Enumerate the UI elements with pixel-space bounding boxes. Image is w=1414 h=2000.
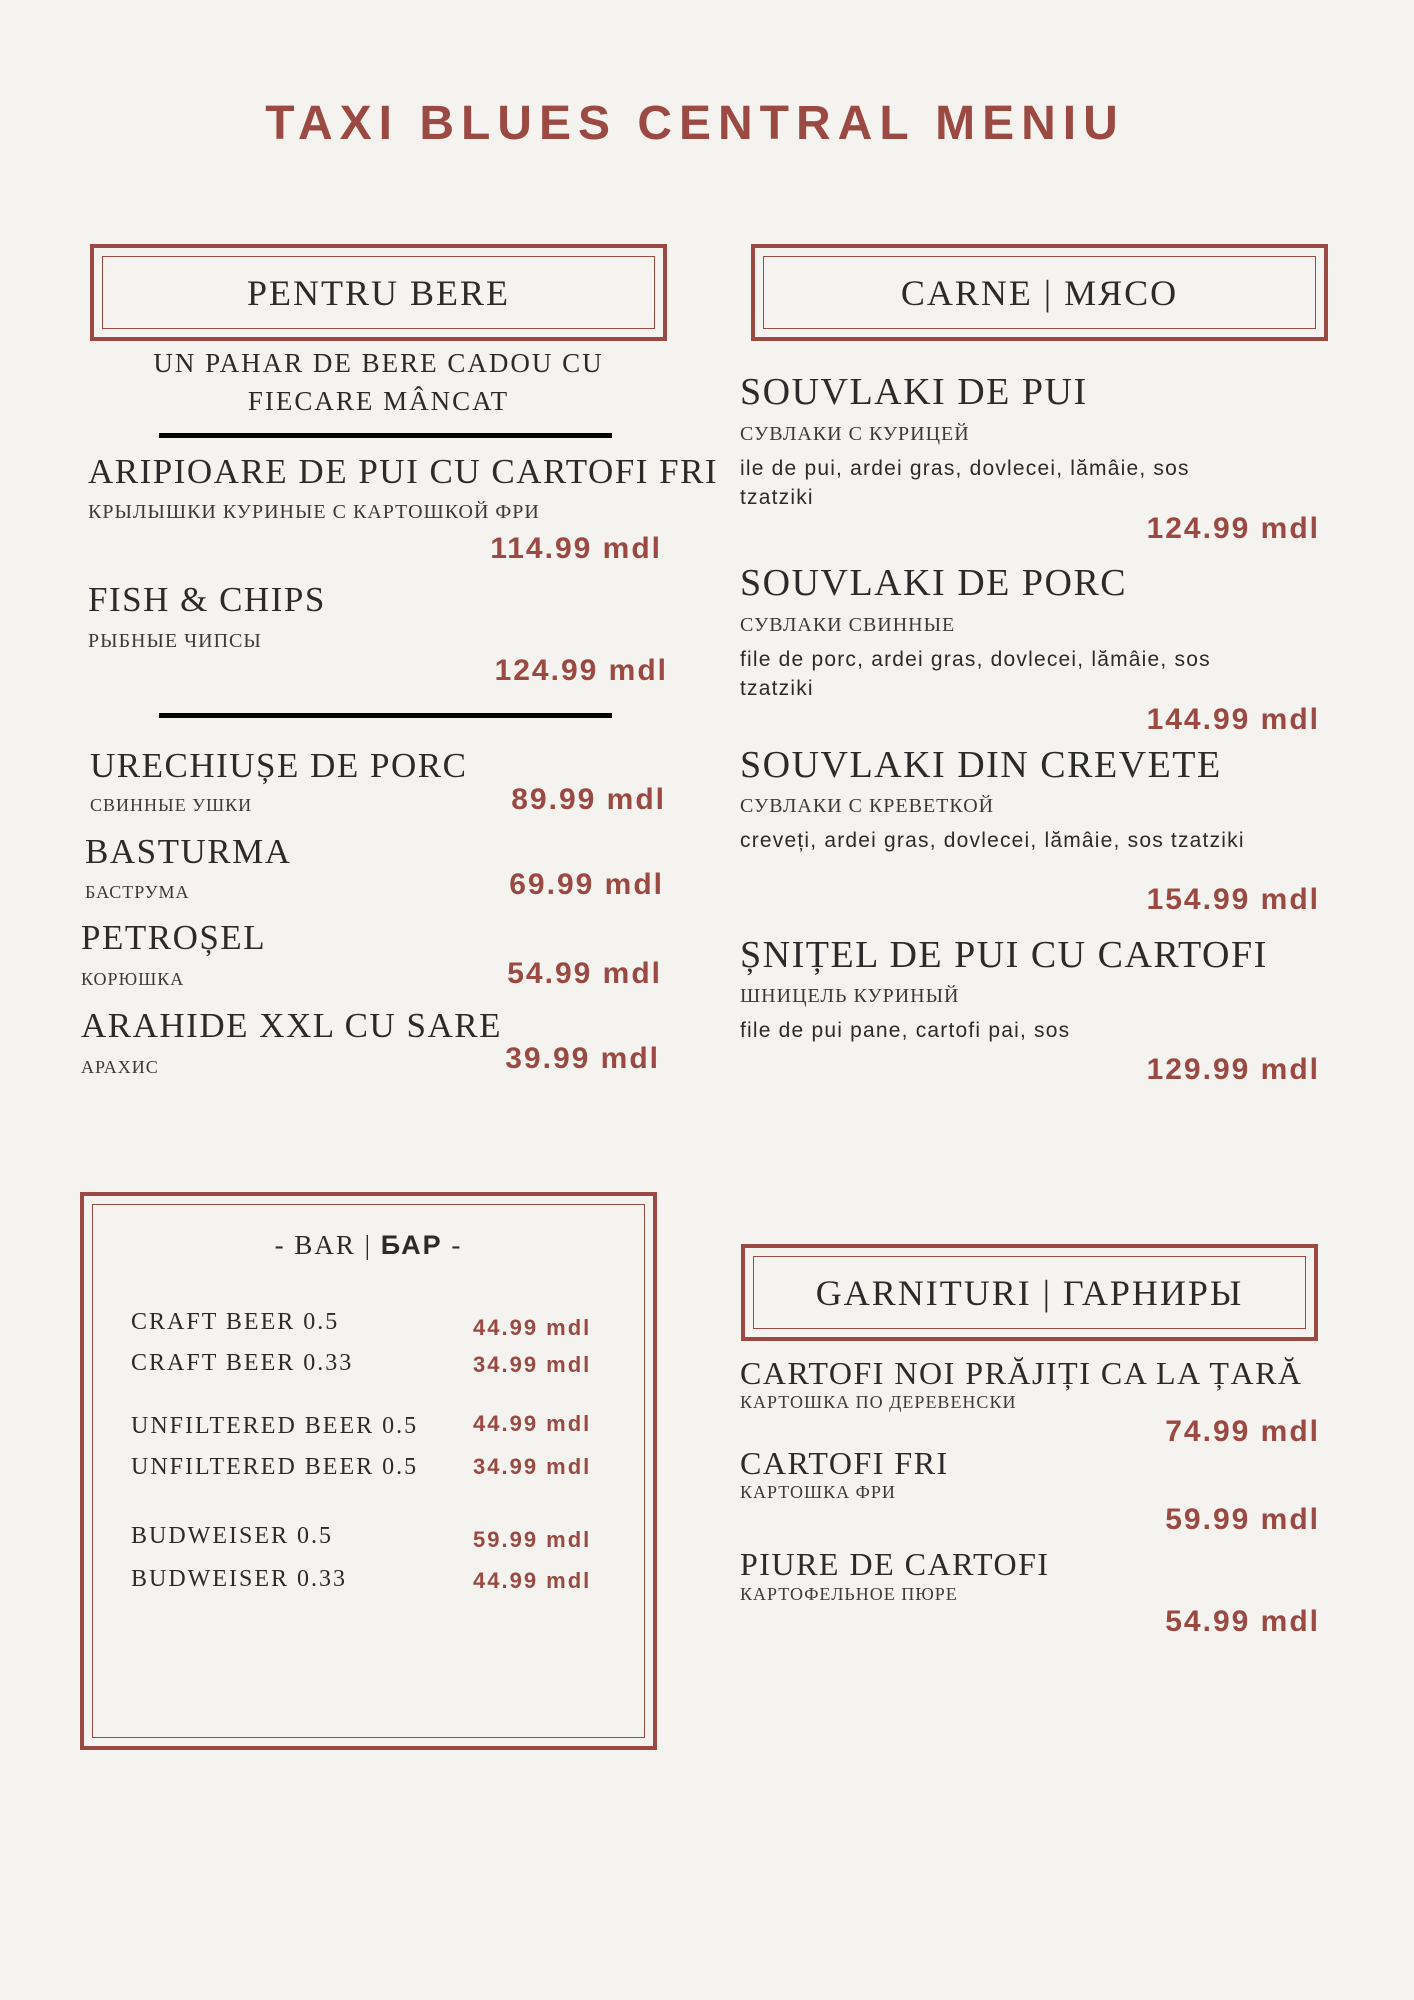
menu-item-price: 144.99 mdl: [1146, 703, 1320, 736]
pentru-bere-header: PENTRU BERE: [102, 256, 655, 329]
menu-item-ru: СУВЛАКИ СВИННЫЕ: [740, 614, 956, 636]
snack-ru: АРАХИС: [81, 1057, 159, 1077]
bar-item-price: 34.99 mdl: [473, 1454, 592, 1479]
menu-item-ru: СУВЛАКИ С КУРИЦЕЙ: [740, 423, 970, 445]
bar-item-price: 34.99 mdl: [473, 1352, 592, 1377]
menu-item-desc: creveți, ardei gras, dovlecei, lămâie, sos tzatziki: [740, 829, 1245, 852]
side-item-ru: КАРТОШКА ФРИ: [740, 1482, 896, 1502]
bar-title-latin: - BAR |: [274, 1230, 381, 1260]
side-item-price: 74.99 mdl: [1165, 1415, 1320, 1448]
snack-name: PETROȘEL: [81, 918, 267, 957]
carne-header: CARNE | МЯСО: [763, 256, 1316, 329]
bar-item-name: CRAFT BEER 0.5: [131, 1309, 340, 1335]
bar-item-name: UNFILTERED BEER 0.5: [131, 1413, 419, 1439]
menu-item-desc: ile de pui, ardei gras, dovlecei, lămâie, sos tzatziki: [740, 457, 1190, 509]
side-item-name: PIURE DE CARTOFI: [740, 1546, 1050, 1582]
menu-item-name: ARIPIOARE DE PUI CU CARTOFI FRI: [88, 452, 719, 491]
side-item-ru: КАРТОФЕЛЬНОЕ ПЮРЕ: [740, 1584, 958, 1604]
side-item-ru: КАРТОШКА ПО ДЕРЕВЕНСКИ: [740, 1392, 1017, 1412]
pentru-bere-subtitle: [90, 344, 667, 420]
menu-item-ru: КРЫЛЫШКИ КУРИНЫЕ С КАРТОШКОЙ ФРИ: [88, 501, 540, 523]
menu-item-price: 114.99 mdl: [490, 532, 662, 565]
subtitle-line-2: FIECARE MÂNCAT: [247, 386, 510, 416]
menu-item-name: ȘNIȚEL DE PUI CU CARTOFI: [740, 934, 1268, 976]
snack-name: ARAHIDE XXL CU SARE: [81, 1006, 502, 1045]
snack-price: 89.99 mdl: [511, 783, 666, 816]
menu-item-name: SOUVLAKI DE PORC: [740, 562, 1128, 604]
menu-item-ru: РЫБНЫЕ ЧИПСЫ: [88, 630, 262, 652]
bar-title: [80, 1230, 657, 1261]
side-item-price: 54.99 mdl: [1165, 1605, 1320, 1638]
bar-title-cyr: БАР: [380, 1230, 443, 1260]
menu-item-ru: ШНИЦЕЛЬ КУРИНЫЙ: [740, 985, 960, 1007]
menu-item-price: 124.99 mdl: [1146, 512, 1320, 545]
bar-item-price: 59.99 mdl: [473, 1527, 592, 1552]
snack-price: 39.99 mdl: [505, 1042, 660, 1075]
snack-ru: СВИННЫЕ УШКИ: [90, 795, 253, 815]
menu-item-price: 129.99 mdl: [1146, 1053, 1320, 1086]
menu-item-name: SOUVLAKI DE PUI: [740, 371, 1088, 413]
menu-item-desc: file de porc, ardei gras, dovlecei, lămâie, sos tzatziki: [740, 648, 1211, 700]
bar-title-end: -: [442, 1230, 463, 1260]
bar-item-name: BUDWEISER 0.33: [131, 1566, 347, 1592]
snack-price: 54.99 mdl: [507, 957, 662, 990]
side-item-price: 59.99 mdl: [1165, 1503, 1320, 1536]
menu-item-ru: СУВЛАКИ С КРЕВЕТКОЙ: [740, 795, 995, 817]
divider-top: [159, 433, 612, 438]
snack-ru: БАСТРУМА: [85, 882, 190, 902]
bar-item-name: UNFILTERED BEER 0.5: [131, 1454, 419, 1480]
menu-item-name: SOUVLAKI DIN CREVETE: [740, 744, 1222, 786]
snack-price: 69.99 mdl: [509, 868, 664, 901]
bar-item-price: 44.99 mdl: [473, 1411, 592, 1436]
snack-ru: КОРЮШКА: [81, 969, 185, 989]
divider-bottom: [159, 713, 612, 718]
menu-item-desc: file de pui pane, cartofi pai, sos: [740, 1019, 1071, 1042]
bar-item-price: 44.99 mdl: [473, 1568, 592, 1593]
side-item-name: CARTOFI FRI: [740, 1445, 949, 1481]
pentru-bere-header-box: [90, 244, 667, 341]
carne-header-box: [751, 244, 1328, 341]
garnituri-header-box: [741, 1244, 1318, 1341]
snack-name: BASTURMA: [85, 832, 292, 871]
bar-item-name: CRAFT BEER 0.33: [131, 1350, 354, 1376]
bar-item-price: 44.99 mdl: [473, 1315, 592, 1340]
side-item-name: CARTOFI NOI PRĂJIȚI CA LA ȚARĂ: [740, 1355, 1303, 1391]
menu-item-name: FISH & CHIPS: [88, 580, 326, 619]
subtitle-line-1: UN PAHAR DE BERE CADOU CU: [153, 348, 604, 378]
snack-name: URECHIUȘE DE PORC: [90, 746, 468, 785]
garnituri-header: GARNITURI | ГАРНИРЫ: [753, 1256, 1306, 1329]
bar-item-name: BUDWEISER 0.5: [131, 1523, 333, 1549]
menu-item-price: 154.99 mdl: [1146, 883, 1320, 916]
menu-item-price: 124.99 mdl: [494, 654, 668, 687]
page-title: TAXI BLUES CENTRAL MENIU: [265, 97, 1125, 150]
